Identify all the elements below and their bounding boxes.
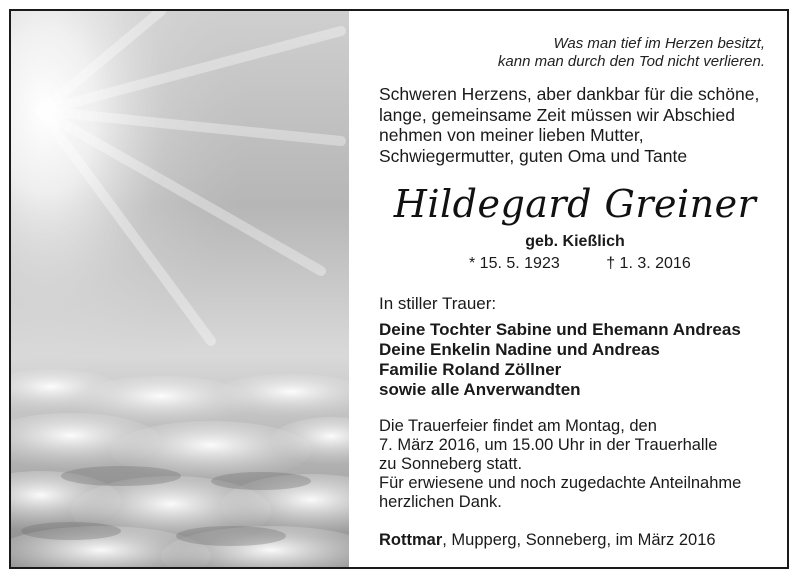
obituary-notice xyxy=(9,9,789,569)
intro-paragraph xyxy=(379,84,759,166)
motto-line: kann man durch den Tod nicht verlieren. xyxy=(497,53,765,70)
birth-date: * 15. 5. 1923 xyxy=(469,255,560,272)
mourning-heading: In stiller Trauer: xyxy=(379,294,497,313)
mourners-list xyxy=(379,320,741,400)
deceased-name: Hildegard Greiner xyxy=(393,182,757,226)
mourner-line: Deine Tochter Sabine und Ehemann Andreas xyxy=(379,320,741,339)
thanks-line: Für erwiesene und noch zugedachte Anteilnahme xyxy=(379,474,742,492)
motto-line: Was man tief im Herzen besitzt, xyxy=(553,35,765,52)
death-date: † 1. 3. 2016 xyxy=(606,255,691,272)
birth-name: geb. Kießlich xyxy=(525,233,625,250)
signoff-places xyxy=(379,531,716,550)
mourner-line: Familie Roland Zöllner xyxy=(379,360,562,379)
service-line: zu Sonneberg statt. xyxy=(379,455,523,473)
thanks-line: herzlichen Dank. xyxy=(379,493,502,511)
service-line: Die Trauerfeier findet am Montag, den xyxy=(379,417,657,435)
life-dates xyxy=(469,255,691,273)
signoff-place-bold: Rottmar xyxy=(379,531,443,549)
intro-line: Schweren Herzens, aber dankbar für die schöne, xyxy=(379,84,760,104)
sky-clouds-photo xyxy=(11,11,349,567)
service-line: 7. März 2016, um 15.00 Uhr in der Trauerhalle xyxy=(379,436,718,454)
notice-text-column xyxy=(349,11,787,567)
intro-line: lange, gemeinsame Zeit müssen wir Abschied xyxy=(379,104,736,125)
motto-quote xyxy=(498,35,765,71)
mourner-line: sowie alle Anverwandten xyxy=(379,380,581,399)
service-info xyxy=(379,417,741,512)
signoff-rest: , Mupperg, Sonneberg, im März 2016 xyxy=(442,531,716,549)
mourner-line: Deine Enkelin Nadine und Andreas xyxy=(379,340,660,359)
intro-line: Schwiegermutter, guten Oma und Tante xyxy=(379,145,688,166)
intro-line: nehmen von meiner lieben Mutter, xyxy=(379,125,644,145)
